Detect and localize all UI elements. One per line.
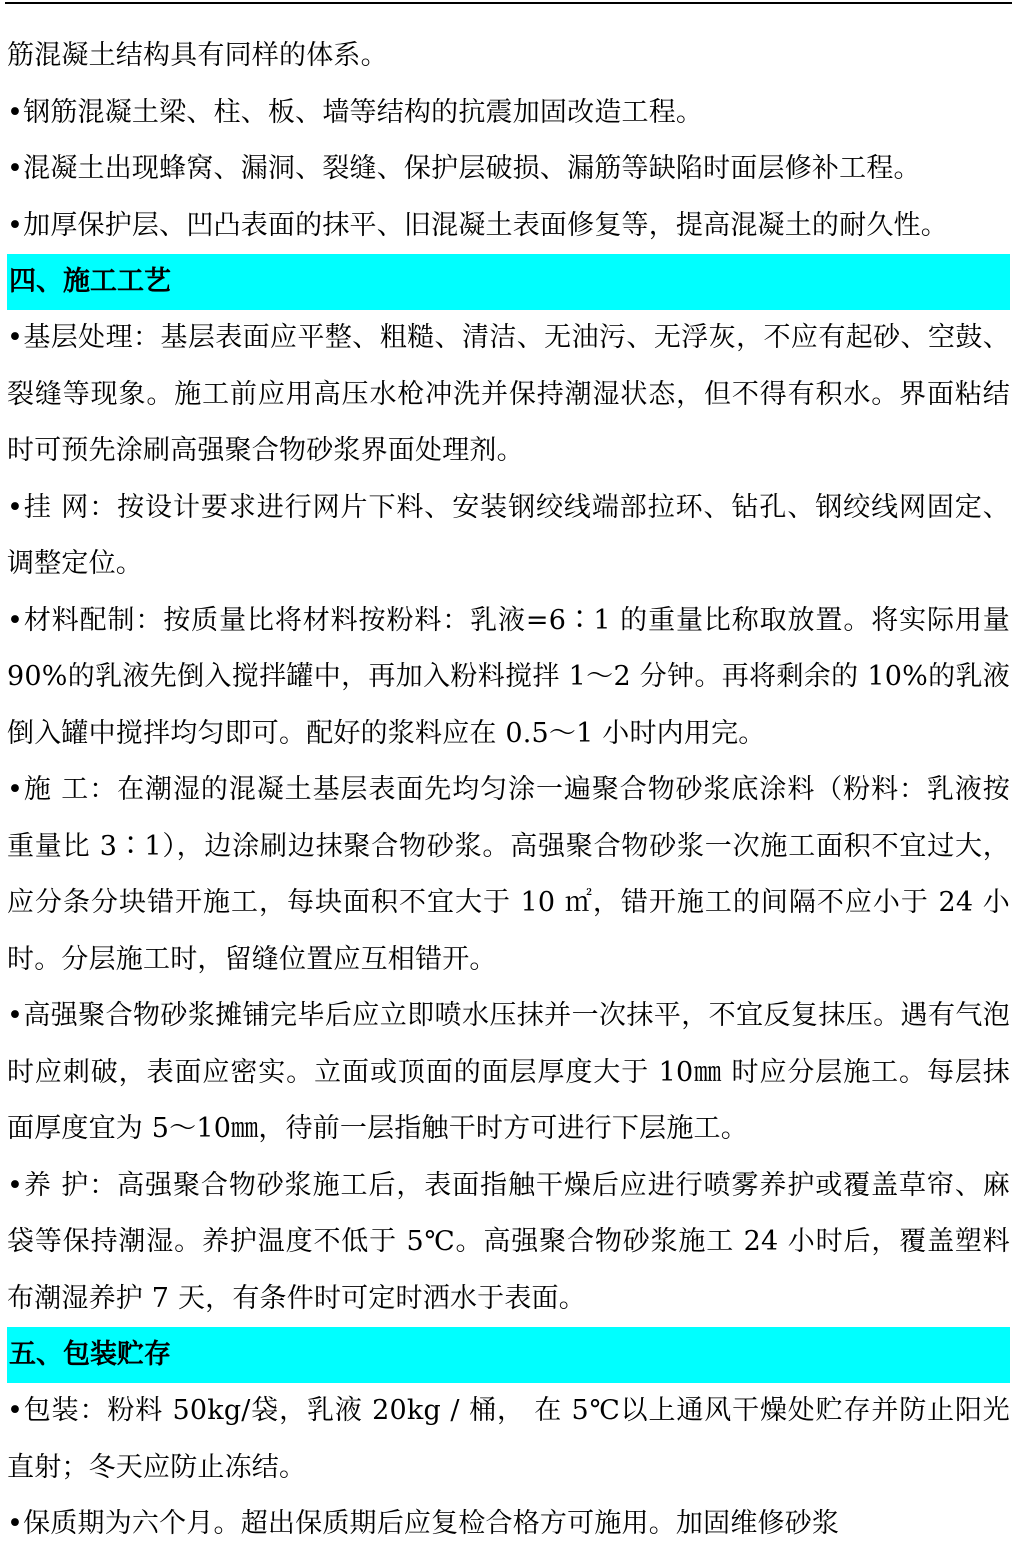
paragraph-curing: •养 护：高强聚合物砂浆施工后，表面指触干燥后应进行喷雾养护或覆盖草帘、麻袋等保持潮湿。养护温度不低于 5℃。高强聚合物砂浆施工 24 小时后，覆盖塑料布潮湿养护 7 天，有条件时可定时洒水于表面。 (7, 1169, 1010, 1314)
section-heading-construction-process (7, 254, 1010, 310)
top-rule (5, 2, 1012, 4)
section-heading-text: 四、施工工艺 (9, 266, 171, 297)
paragraph-base-treatment: •基层处理：基层表面应平整、粗糙、清洁、无油污、无浮灰，不应有起砂、空鼓、裂缝等现象。施工前应用高压水枪冲洗并保持潮湿状态，但不得有积水。界面粘结时可预先涂刷高强聚合物砂浆界面处理剂。 (7, 322, 1010, 466)
paragraph-shelf-life: •保质期为六个月。超出保质期后应复检合格方可施用。加固维修砂浆 (7, 1508, 840, 1539)
intro-bullet-1: •钢筋混凝土梁、柱、板、墙等结构的抗震加固改造工程。 (7, 96, 704, 128)
document-body (7, 28, 1010, 1553)
intro-line-1: 筋混凝土结构具有同样的体系。 (7, 40, 388, 71)
section-heading-text: 五、包装贮存 (9, 1339, 171, 1370)
intro-bullet-2: •混凝土出现蜂窝、漏洞、裂缝、保护层破损、漏筋等缺陷时面层修补工程。 (7, 153, 921, 184)
paragraph-material-mixing: •材料配制：按质量比将材料按粉料：乳液=6∶1 的重量比称取放置。将实际用量 90%的乳液先倒入搅拌罐中，再加入粉料搅拌 1～2 分钟。再将剩余的 10%的乳液倒入罐中搅拌均匀即可。配好的浆料应在 0.5～1 小时内用完。 (7, 604, 1010, 749)
paragraph-mesh-hanging: •挂 网：按设计要求进行网片下料、安装钢绞线端部拉环、钻孔、钢绞线网固定、调整定位。 (7, 491, 1010, 579)
section-heading-packaging-storage (7, 1327, 1010, 1383)
intro-bullet-3: •加厚保护层、凹凸表面的抹平、旧混凝土表面修复等，提高混凝土的耐久性。 (7, 209, 948, 241)
paragraph-mortar-spreading: •高强聚合物砂浆摊铺完毕后应立即喷水压抹并一次抹平，不宜反复抹压。遇有气泡时应刺破，表面应密实。立面或顶面的面层厚度大于 10㎜ 时应分层施工。每层抹面厚度宜为 5～10㎜，待前一层指触干时方可进行下层施工。 (7, 1000, 1010, 1144)
paragraph-construction: •施 工：在潮湿的混凝土基层表面先均匀涂一遍聚合物砂浆底涂料（粉料：乳液按重量比 3∶1），边涂刷边抹聚合物砂浆。高强聚合物砂浆一次施工面积不宜过大，应分条分块错开施工，每块面积不宜大于 10 ㎡，错开施工的间隔不应小于 24 小时。分层施工时，留缝位置应互相错开。 (7, 774, 1010, 975)
paragraph-packaging: •包装：粉料 50kg/袋，乳液 20kg / 桶， 在 5℃以上通风干燥处贮存并防止阳光直射；冬天应防止冻结。 (7, 1395, 1010, 1483)
